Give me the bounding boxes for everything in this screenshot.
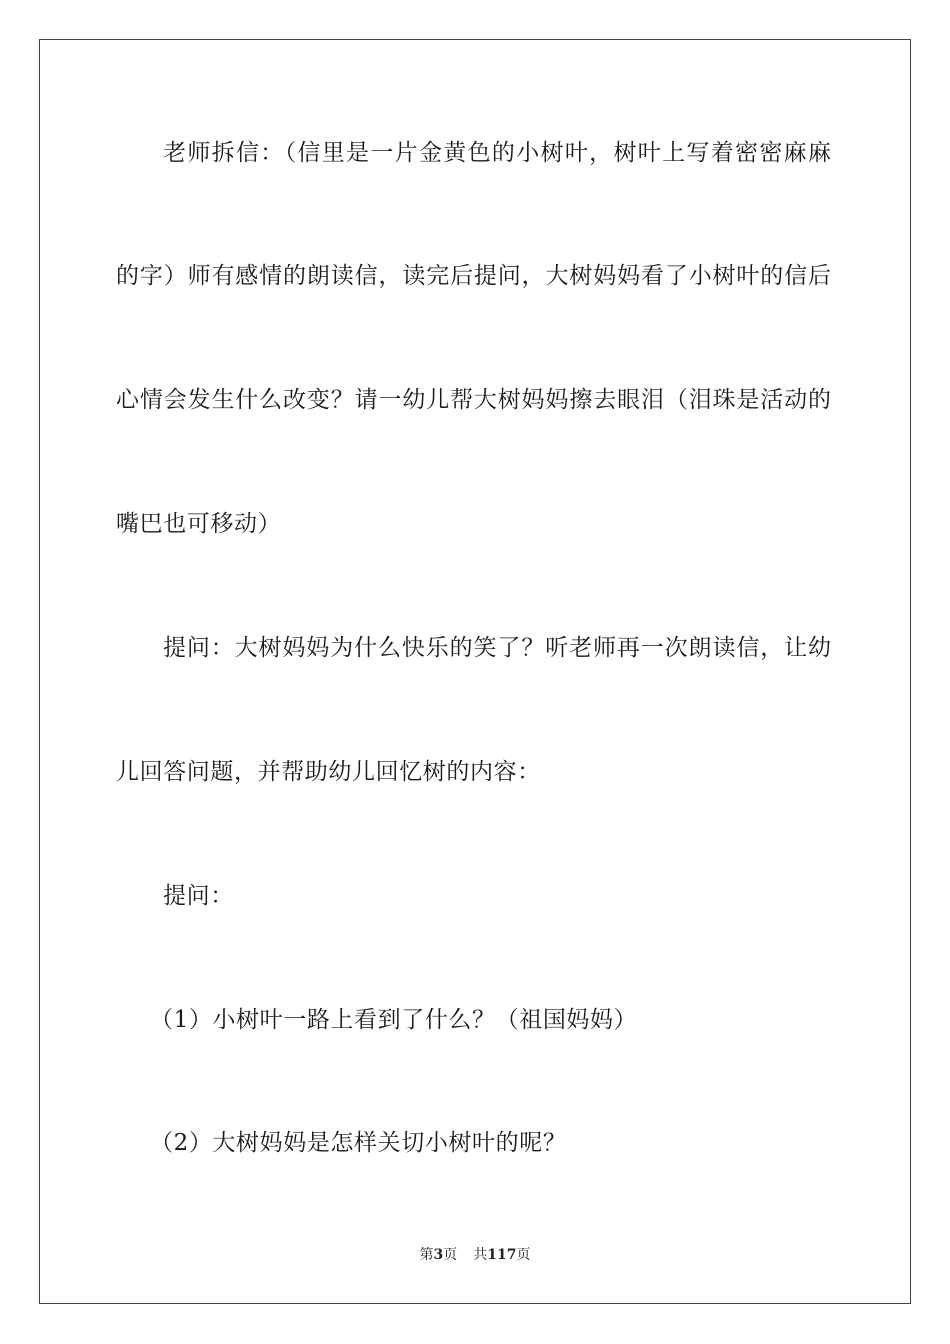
page-suffix: 页 xyxy=(443,1247,458,1263)
paragraph-1-line-3: 心情会发生什么改变？请一幼儿帮大树妈妈擦去眼泪（泪珠是活动的 xyxy=(116,387,831,413)
total-suffix: 页 xyxy=(516,1247,531,1263)
paragraph-1-line-4: 嘴巴也可移动） xyxy=(116,511,282,537)
page-number: 3 xyxy=(433,1247,444,1263)
total-pages: 117 xyxy=(487,1247,517,1263)
paragraph-2-line-2: 儿回答问题，并帮助幼儿回忆树的内容： xyxy=(116,759,541,785)
paragraph-2-line-1: 提问：大树妈妈为什么快乐的笑了？听老师再一次朗读信，让幼 xyxy=(163,635,831,661)
question-1: （1）小树叶一路上看到了什么？（祖国妈妈） xyxy=(150,1007,638,1033)
paragraph-1-line-1: 老师拆信：（信里是一片金黄色的小树叶，树叶上写着密密麻麻 xyxy=(163,140,831,166)
page-footer xyxy=(0,1245,950,1265)
page-border xyxy=(39,39,911,1304)
question-2: （2）大树妈妈是怎样关切小树叶的呢？ xyxy=(150,1130,567,1156)
total-prefix: 共 xyxy=(473,1247,488,1263)
question-heading: 提问： xyxy=(163,883,234,909)
paragraph-1-line-2: 的字）师有感情的朗读信，读完后提问，大树妈妈看了小树叶的信后 xyxy=(116,263,831,289)
page-prefix: 第 xyxy=(419,1247,434,1263)
